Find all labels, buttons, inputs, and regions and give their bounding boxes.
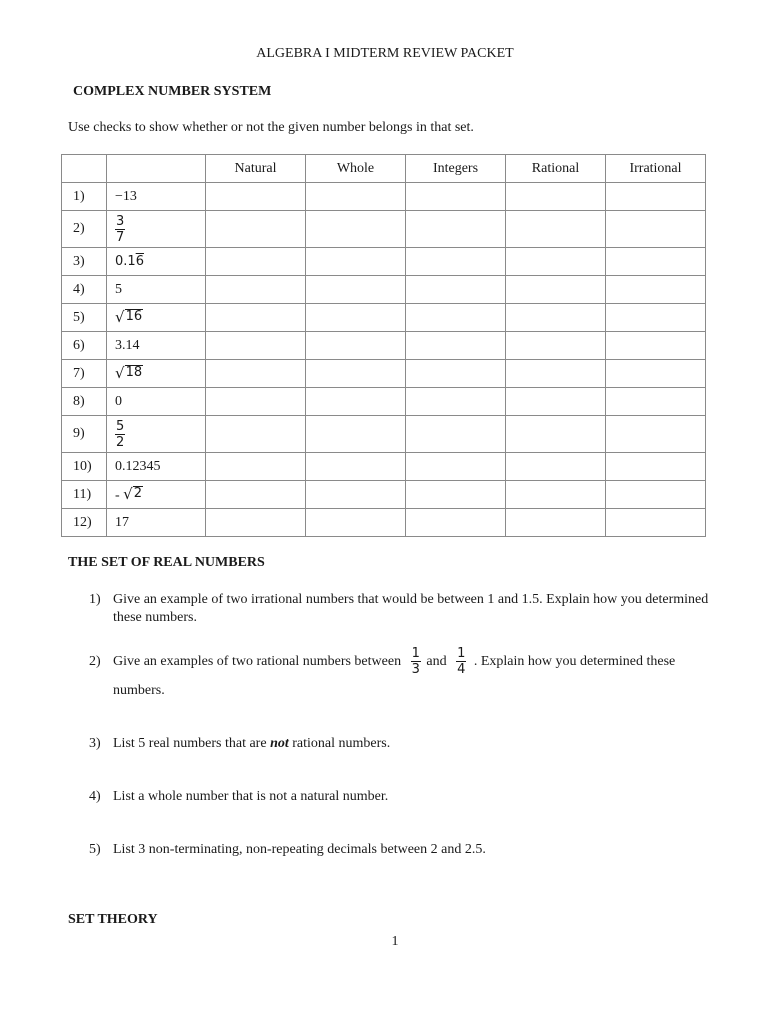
question-text-a: List 5 real numbers that are — [113, 736, 267, 751]
header-blank-num — [62, 155, 107, 183]
repeating-digit: 6 — [135, 254, 144, 269]
row-value — [107, 248, 206, 276]
row-value: −13 — [107, 183, 206, 211]
question-5 — [89, 841, 743, 859]
question-number: 1) — [89, 592, 101, 607]
check-cell[interactable] — [406, 276, 506, 304]
column-header-integers: Integers — [406, 155, 506, 183]
check-cell[interactable] — [306, 509, 406, 537]
question-text-a: Give an examples of two rational numbers between — [113, 654, 402, 669]
check-cell[interactable] — [406, 453, 506, 481]
row-number: 4) — [62, 276, 107, 304]
row-number: 2) — [62, 211, 107, 248]
numerator: 1 — [457, 646, 466, 662]
check-cell[interactable] — [506, 453, 606, 481]
check-cell[interactable] — [606, 416, 706, 453]
check-cell[interactable] — [306, 304, 406, 332]
section-heading-real-numbers: THE SET OF REAL NUMBERS — [68, 555, 265, 570]
question-number: 3) — [89, 736, 101, 751]
denominator: 2 — [116, 434, 125, 450]
check-cell[interactable] — [406, 509, 506, 537]
table-row — [62, 509, 706, 537]
table-row — [62, 360, 706, 388]
check-cell[interactable] — [606, 453, 706, 481]
instructions: Use checks to show whether or not the given number belongs in that set. — [68, 120, 474, 135]
row-number: 8) — [62, 388, 107, 416]
check-cell[interactable] — [406, 211, 506, 248]
emphasis-not: not — [270, 736, 289, 751]
fraction — [115, 419, 125, 450]
check-cell[interactable] — [306, 388, 406, 416]
check-cell[interactable] — [206, 183, 306, 211]
table-row — [62, 453, 706, 481]
question-1 — [89, 591, 713, 627]
radical-sign-icon: √ — [115, 363, 125, 382]
check-cell[interactable] — [406, 481, 506, 509]
check-cell[interactable] — [306, 211, 406, 248]
radicand: 16 — [125, 308, 143, 324]
fraction-one-third — [411, 646, 421, 677]
row-value: 0.12345 — [107, 453, 206, 481]
table-row — [62, 276, 706, 304]
square-root — [115, 309, 143, 324]
check-cell[interactable] — [406, 332, 506, 360]
question-text-b: . Explain how you determined these — [473, 654, 676, 669]
column-header-natural: Natural — [206, 155, 306, 183]
check-cell[interactable] — [606, 481, 706, 509]
radical-sign-icon: √ — [115, 307, 125, 326]
check-cell[interactable] — [206, 304, 306, 332]
row-value: 5 — [107, 276, 206, 304]
check-cell[interactable] — [506, 304, 606, 332]
column-header-rational: Rational — [506, 155, 606, 183]
check-cell[interactable] — [506, 509, 606, 537]
fraction — [115, 214, 125, 245]
check-cell[interactable] — [606, 248, 706, 276]
question-number: 2) — [89, 654, 101, 669]
check-cell[interactable] — [306, 183, 406, 211]
table-row — [62, 304, 706, 332]
check-cell[interactable] — [206, 388, 306, 416]
number-set-table — [61, 154, 706, 537]
row-number: 3) — [62, 248, 107, 276]
numerator: 1 — [411, 646, 420, 662]
radicand: 18 — [125, 364, 143, 380]
check-cell[interactable] — [506, 183, 606, 211]
question-text-b: rational numbers. — [292, 736, 391, 751]
numerator: 5 — [116, 418, 125, 434]
check-cell[interactable] — [406, 248, 506, 276]
radical-sign-icon: √ — [123, 484, 133, 503]
numerator: 3 — [116, 213, 125, 229]
check-cell[interactable] — [506, 211, 606, 248]
check-cell[interactable] — [606, 332, 706, 360]
table-header-row — [62, 155, 706, 183]
check-cell[interactable] — [606, 211, 706, 248]
row-number: 5) — [62, 304, 107, 332]
denominator: 7 — [116, 229, 125, 245]
check-cell[interactable] — [406, 304, 506, 332]
row-value — [107, 304, 206, 332]
table-row — [62, 332, 706, 360]
square-root — [115, 365, 143, 380]
check-cell[interactable] — [306, 248, 406, 276]
check-cell[interactable] — [406, 360, 506, 388]
row-value: 17 — [107, 509, 206, 537]
check-cell[interactable] — [506, 360, 606, 388]
check-cell[interactable] — [406, 416, 506, 453]
check-cell[interactable] — [606, 360, 706, 388]
check-cell[interactable] — [206, 360, 306, 388]
radicand: 2 — [133, 485, 143, 501]
check-cell[interactable] — [206, 248, 306, 276]
table-row — [62, 248, 706, 276]
check-cell[interactable] — [306, 332, 406, 360]
document-title: ALGEBRA I MIDTERM REVIEW PACKET — [256, 46, 514, 61]
question-text: Give an example of two irrational numbers that would be between 1 and 1.5. Explain how you determined these numbers. — [113, 592, 709, 625]
column-header-irrational: Irrational — [606, 155, 706, 183]
check-cell[interactable] — [306, 481, 406, 509]
table-row — [62, 388, 706, 416]
row-number: 1) — [62, 183, 107, 211]
row-value — [107, 211, 206, 248]
question-2 — [89, 644, 723, 680]
row-number: 12) — [62, 509, 107, 537]
page-number: 1 — [391, 934, 399, 949]
column-header-whole: Whole — [306, 155, 406, 183]
check-cell[interactable] — [406, 388, 506, 416]
row-number: 9) — [62, 416, 107, 453]
row-value — [107, 481, 206, 509]
row-value: 3.14 — [107, 332, 206, 360]
decimal-prefix: 0.1 — [115, 254, 136, 269]
negative-sign: - — [115, 487, 124, 503]
check-cell[interactable] — [306, 360, 406, 388]
check-cell[interactable] — [206, 509, 306, 537]
check-cell[interactable] — [506, 481, 606, 509]
table-row — [62, 416, 706, 453]
denominator: 3 — [411, 662, 420, 678]
question-number: 4) — [89, 789, 101, 804]
row-number: 11) — [62, 481, 107, 509]
fraction-one-fourth — [456, 646, 466, 677]
check-cell[interactable] — [606, 509, 706, 537]
check-cell[interactable] — [506, 388, 606, 416]
question-text-and: and — [426, 654, 447, 669]
check-cell[interactable] — [306, 453, 406, 481]
check-cell[interactable] — [206, 453, 306, 481]
check-cell[interactable] — [206, 416, 306, 453]
row-number: 7) — [62, 360, 107, 388]
check-cell[interactable] — [506, 332, 606, 360]
section-heading-set-theory: SET THEORY — [68, 912, 158, 927]
table-row — [62, 183, 706, 211]
question-text: List 3 non-terminating, non-repeating decimals between 2 and 2.5. — [113, 842, 486, 857]
denominator: 4 — [457, 662, 466, 678]
question-3 — [89, 735, 743, 753]
section-heading-complex-number-system: COMPLEX NUMBER SYSTEM — [73, 84, 272, 99]
check-cell[interactable] — [206, 481, 306, 509]
row-number: 10) — [62, 453, 107, 481]
check-cell[interactable] — [606, 276, 706, 304]
header-blank-value — [107, 155, 206, 183]
check-cell[interactable] — [206, 332, 306, 360]
row-value — [107, 416, 206, 453]
question-2-continuation: numbers. — [113, 683, 165, 698]
check-cell[interactable] — [606, 388, 706, 416]
check-cell[interactable] — [206, 211, 306, 248]
row-value — [107, 360, 206, 388]
check-cell[interactable] — [506, 248, 606, 276]
check-cell[interactable] — [606, 183, 706, 211]
check-cell[interactable] — [506, 276, 606, 304]
check-cell[interactable] — [506, 416, 606, 453]
row-value: 0 — [107, 388, 206, 416]
check-cell[interactable] — [306, 276, 406, 304]
table-row — [62, 481, 706, 509]
check-cell[interactable] — [606, 304, 706, 332]
check-cell[interactable] — [206, 276, 306, 304]
check-cell[interactable] — [406, 183, 506, 211]
question-text: List a whole number that is not a natural number. — [113, 789, 389, 804]
table-row — [62, 211, 706, 248]
check-cell[interactable] — [306, 416, 406, 453]
row-number: 6) — [62, 332, 107, 360]
square-root — [123, 486, 143, 501]
question-4 — [89, 788, 743, 806]
question-number: 5) — [89, 842, 101, 857]
